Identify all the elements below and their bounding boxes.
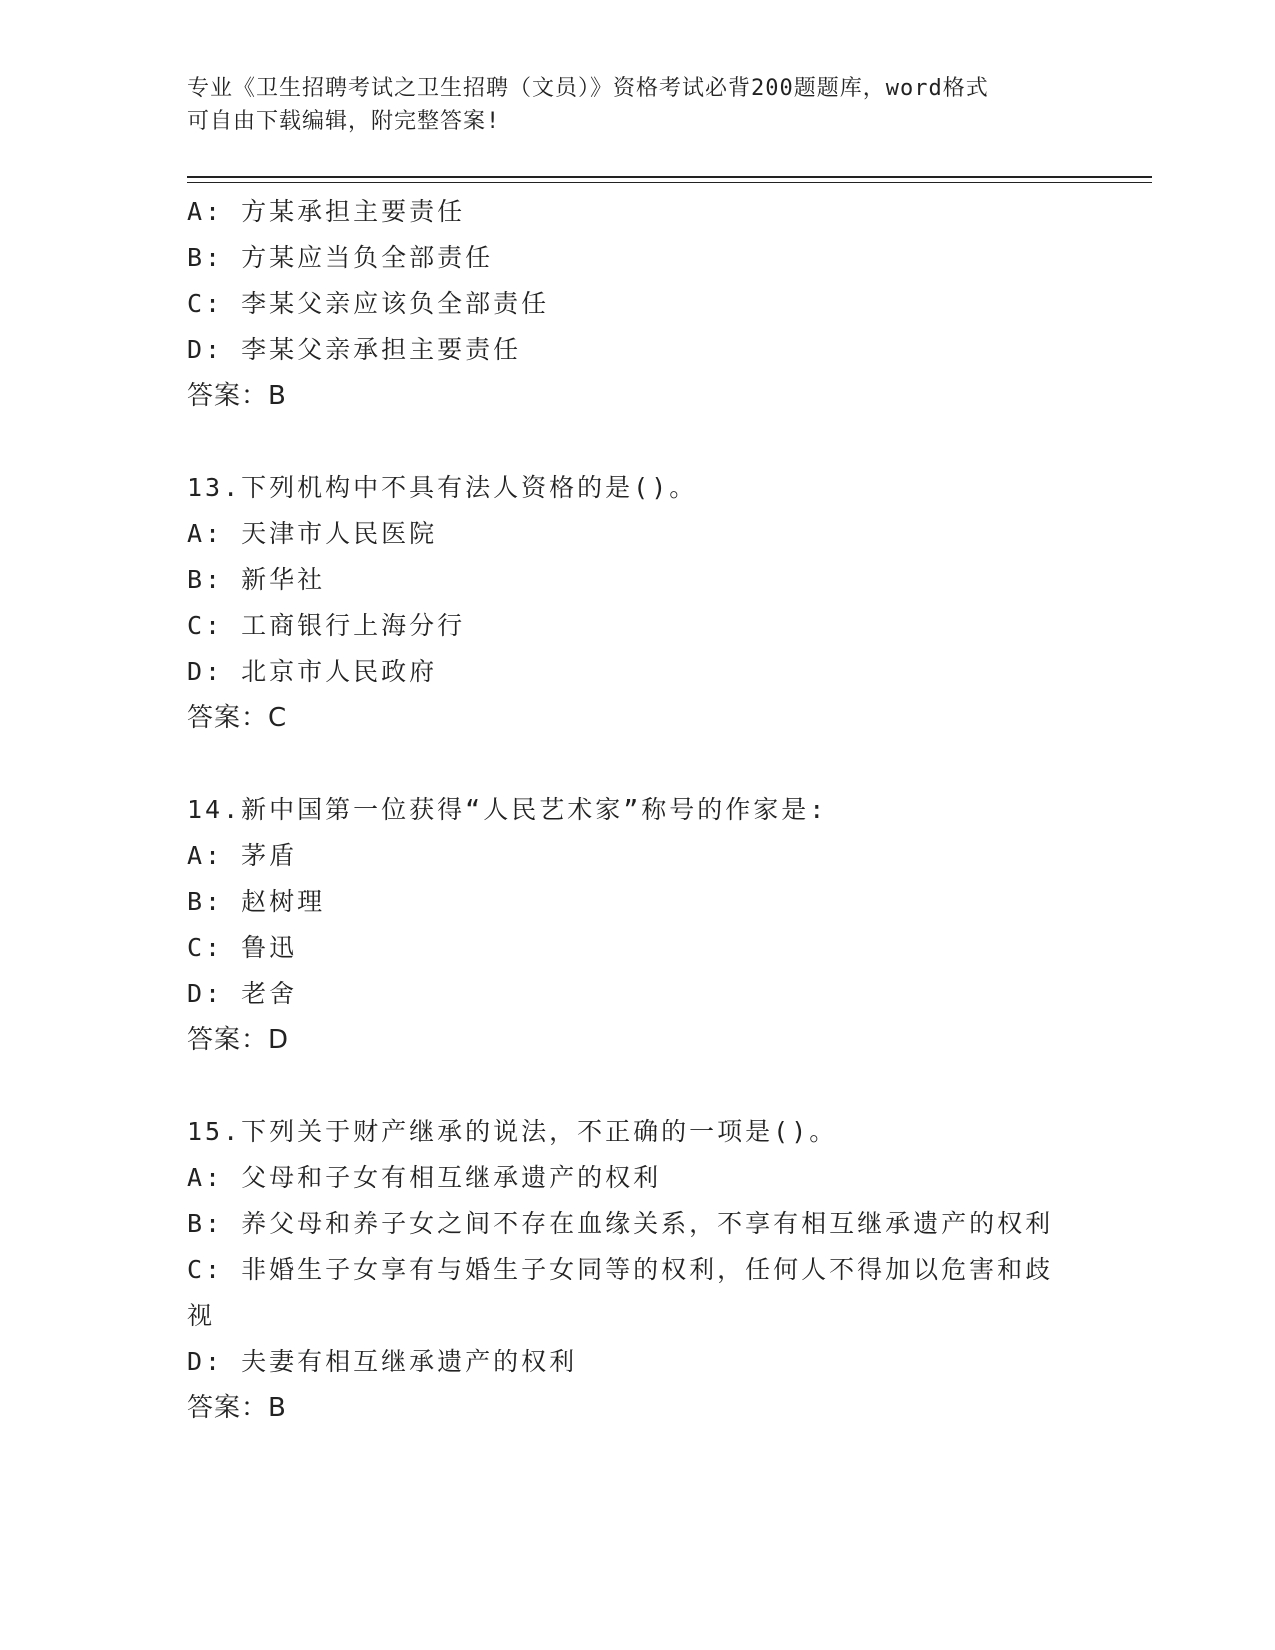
- option-c: C: 工商银行上海分行: [187, 611, 466, 640]
- option-b: B: 赵树理: [187, 887, 326, 916]
- spacer: [187, 419, 1087, 465]
- spacer: [187, 741, 1087, 787]
- option-a: A: 茅盾: [187, 841, 298, 870]
- question-block-15: [187, 1109, 1087, 1431]
- option-b: B: 养父母和养子女之间不存在血缘关系，不享有相互继承遗产的权利: [187, 1209, 1054, 1238]
- header-line-1: 专业《卫生招聘考试之卫生招聘（文员）》资格考试必背200题题库，word格式: [187, 76, 989, 101]
- question-block-12: [187, 189, 1087, 419]
- answer-text: 答案：B: [187, 381, 287, 411]
- document-header: [187, 72, 1067, 138]
- question-text: 13.下列机构中不具有法人资格的是()。: [187, 473, 698, 502]
- option-d: D: 老舍: [187, 979, 298, 1008]
- answer-text: 答案：C: [187, 703, 288, 733]
- option-d: D: 夫妻有相互继承遗产的权利: [187, 1347, 578, 1376]
- option-d: D: 北京市人民政府: [187, 657, 438, 686]
- header-divider-thin: [187, 182, 1152, 183]
- answer-text: 答案：B: [187, 1393, 287, 1423]
- option-a: A: 方某承担主要责任: [187, 197, 466, 226]
- question-list: [187, 189, 1087, 1431]
- option-d: D: 李某父亲承担主要责任: [187, 335, 522, 364]
- spacer: [187, 1063, 1087, 1109]
- option-c: C: 鲁迅: [187, 933, 298, 962]
- option-a: A: 天津市人民医院: [187, 519, 438, 548]
- header-line-2: 可自由下载编辑，附完整答案!: [187, 109, 501, 134]
- header-divider-thick: [187, 176, 1152, 178]
- option-a: A: 父母和子女有相互继承遗产的权利: [187, 1163, 662, 1192]
- question-text: 15.下列关于财产继承的说法，不正确的一项是()。: [187, 1117, 838, 1146]
- option-b: B: 新华社: [187, 565, 326, 594]
- answer-text: 答案：D: [187, 1025, 290, 1055]
- option-b: B: 方某应当负全部责任: [187, 243, 494, 272]
- question-block-14: [187, 787, 1087, 1063]
- option-c: C: 李某父亲应该负全部责任: [187, 289, 550, 318]
- question-text: 14.新中国第一位获得“人民艺术家”称号的作家是:: [187, 795, 828, 824]
- question-block-13: [187, 465, 1087, 741]
- option-c: C: 非婚生子女享有与婚生子女同等的权利，任何人不得加以危害和歧视: [187, 1255, 1054, 1330]
